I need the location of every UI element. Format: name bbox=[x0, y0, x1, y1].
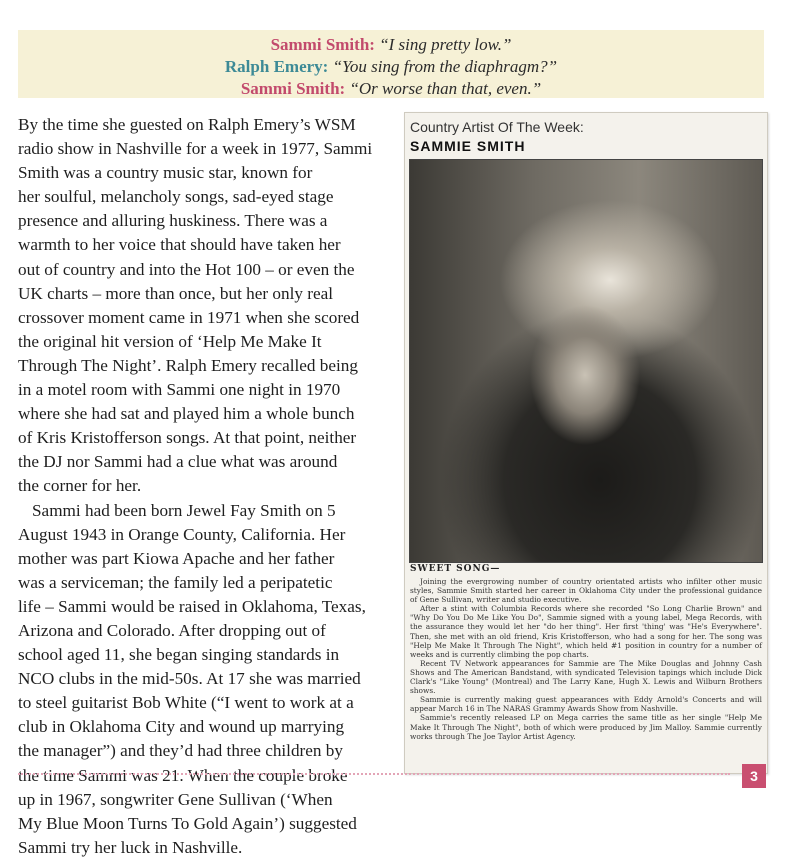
caption-paragraph: After a stint with Columbia Records where she recorded "So Long Charlie Brown" and "Why Do You Do Me Like You Do", Sammie signed with a young label, Mega Records, with the assurance they would let her "do her thing". Her first 'thing' was "He's Everywhere". Then, she met with an old friend, Kris Kristofferson, who had a song for her. The song was "Help Me Make It Through The Night", which held #1 position in country for a number of weeks and is currently climbing the pop charts. bbox=[410, 604, 762, 659]
press-clipping bbox=[404, 112, 768, 774]
caption-paragraph: Recent TV Network appearances for Sammie are The Mike Douglas and Johnny Cash Shows and The American Bandstand, with syndicated Television tapings which include Dick Clark's "Like Young" (Montreal) and The Larry Kane, Hugh X. Lewis and Wilburn Brothers shows. bbox=[410, 658, 762, 696]
article-paragraph: By the time she guested on Ralph Emery’s WSM radio show in Nashville for a week in 1977, Sammi Smith was a country music star, known for her soulful, melancholy songs, sad-eyed stage presence and alluring huskiness. There was a warmth to her voice that should have taken her out of country and into the Hot 100 – or even the UK charts – more than once, but her only real crossover moment came in 1971 when she scored the original hit version of ‘Help Me Make It Through The Night’. Ralph Emery recalled being in a motel room with Sammi one night in 1970 where she had sat and played him a whole bunch of Kris Kristofferson songs. At that point, neither the DJ nor Sammi had a clue what was around the corner for her. bbox=[18, 115, 373, 496]
quote-text: “Or worse than that, even.” bbox=[349, 79, 542, 98]
quote-line bbox=[18, 34, 764, 56]
caption-title: SWEET SONG— bbox=[410, 564, 501, 574]
quote-speaker: Sammi Smith: bbox=[240, 79, 346, 98]
caption-text bbox=[410, 577, 762, 741]
quote-text: “I sing pretty low.” bbox=[379, 35, 512, 54]
quote-speaker: Sammi Smith: bbox=[270, 35, 375, 54]
quote-text: “You sing from the diaphragm?” bbox=[332, 57, 558, 76]
article-body bbox=[18, 113, 390, 860]
clipping-heading: Country Artist Of The Week: bbox=[410, 119, 584, 135]
caption-paragraph: Sammie is currently making guest appearances with Eddy Arnold's Concerts and will appear March 16 in The NARAS Grammy Awards Show from Nashville. bbox=[410, 695, 762, 714]
quote-line bbox=[18, 56, 764, 78]
clipping-artist-name: SAMMIE SMITH bbox=[410, 138, 526, 154]
page-number: 3 bbox=[742, 764, 766, 788]
quote-speaker: Ralph Emery: bbox=[224, 57, 329, 76]
article-paragraph: Sammi had been born Jewel Fay Smith on 5 August 1943 in Orange County, California. Her mother was part Kiowa Apache and her father was a serviceman; the family led a peripatetic life – Sammi would be raised in Oklahoma, Texas, Arizona and Colorado. After dropping out of school aged 11, she began singing standards in NCO clubs in the mid-50s. At 17 she was married to steel guitarist Bob White (“I went to work at a club in Oklahoma City and wound up marrying the manager”) and they’d had three children by the time Sammi was 21. When the couple broke up in 1967, songwriter Gene Sullivan (‘When My Blue Moon Turns To Gold Again’) suggested Sammi try her luck in Nashville. bbox=[18, 500, 366, 857]
caption-paragraph: Sammie's recently released LP on Mega carries the same title as her single "Help Me Make It Through The Night", both of which were produced by Jim Malloy. Sammie currently works through The Joe Taylor Artist Agency. bbox=[410, 713, 762, 741]
footer-rule bbox=[18, 773, 730, 775]
quote-line bbox=[18, 78, 764, 100]
pull-quote bbox=[18, 30, 764, 98]
artist-photo bbox=[409, 159, 763, 563]
caption-paragraph: Joining the evergrowing number of country orientated artists who infilter other music styles, Sammie Smith started her career in Oklahoma City under the professional guidance of Gene Sullivan, writer and studio executive. bbox=[410, 577, 762, 605]
